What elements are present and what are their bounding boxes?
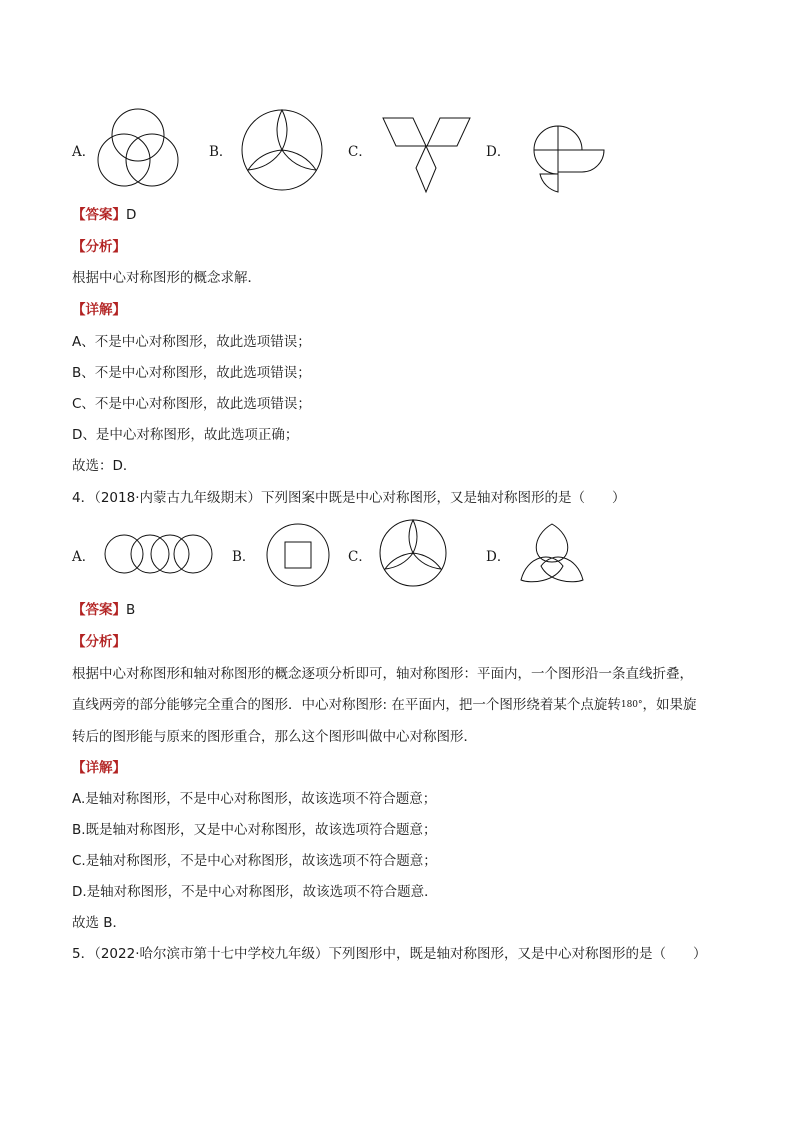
q4-detail-d: D.是轴对称图形，不是中心对称图形，故该选项不符合题意． [72,884,438,900]
q3-figure-a [95,108,205,190]
answer-value: B [126,602,136,618]
q4-stem: 4．（2018·内蒙古九年级期末）下列图案中既是中心对称图形，又是轴对称图形的是（ ） [72,490,626,506]
q5-stem: 5．（2022·哈尔滨市第十七中学校九年级）下列图形中，既是轴对称图形，又是中心对称图形的是（ ） [72,946,707,962]
q3-detail-a: A、不是中心对称图形，故此选项错误； [72,334,311,350]
q3-option-a-label: A． [72,144,96,160]
q4-detail-b: B.既是轴对称图形，又是中心对称图形，故该选项符合题意； [72,822,437,838]
q4-figure-c [379,519,449,589]
q4-choose: 故选 B． [72,915,127,931]
q3-analysis-tag: 【分析】 [72,239,126,255]
q4-figure-d [517,522,587,584]
answer-value: D [126,207,137,223]
q4-detail-a: A.是轴对称图形，不是中心对称图形，故该选项不符合题意； [72,791,437,807]
q4-analysis-line-3: 转后的图形能与原来的图形重合，那么这个图形叫做中心对称图形． [72,729,477,745]
q4-option-d-label: D． [486,549,511,565]
q3-figure-b [240,108,324,192]
q3-detail-tag: 【详解】 [72,302,126,318]
q4-option-a-label: A． [72,549,96,565]
q3-detail-b: B、不是中心对称图形，故此选项错误； [72,365,311,381]
q3-figure-c [383,116,471,196]
q3-option-d-label: D． [486,144,511,160]
q4-analysis-line-1: 根据中心对称图形和轴对称图形的概念逐项分析即可，轴对称图形：平面内，一个图形沿一条直线折叠， [72,666,693,682]
q4-figure-b [266,523,332,589]
q3-detail-d: D、是中心对称图形，故此选项正确； [72,427,299,443]
q4-option-c-label: C． [348,549,372,565]
q3-analysis-text: 根据中心对称图形的概念求解． [72,270,261,286]
q3-detail-c: C、不是中心对称图形，故此选项错误； [72,396,311,412]
q4-analysis-line-2: 直线两旁的部分能够完全重合的图形．中心对称图形: 在平面内，把一个图形绕着某个点旋转$^{180^\circ}$，如果旋 [72,697,697,713]
q4-answer-line: 【答案】B [72,602,136,618]
q4-detail-c: C.是轴对称图形，不是中心对称图形，故该选项不符合题意； [72,853,437,869]
angle-value: 180° [620,700,643,710]
q3-choose: 故选：D． [72,458,137,474]
q3-option-c-label: C． [348,144,372,160]
q4-detail-tag: 【详解】 [72,760,126,776]
q4-figure-a [104,534,214,576]
q3-option-b-label: B． [209,144,233,160]
answer-tag: 【答案】 [72,207,126,223]
q3-figure-d [516,126,606,194]
q4-analysis-tag: 【分析】 [72,634,126,650]
q3-answer-line [72,205,136,225]
q4-option-b-label: B． [232,549,256,565]
